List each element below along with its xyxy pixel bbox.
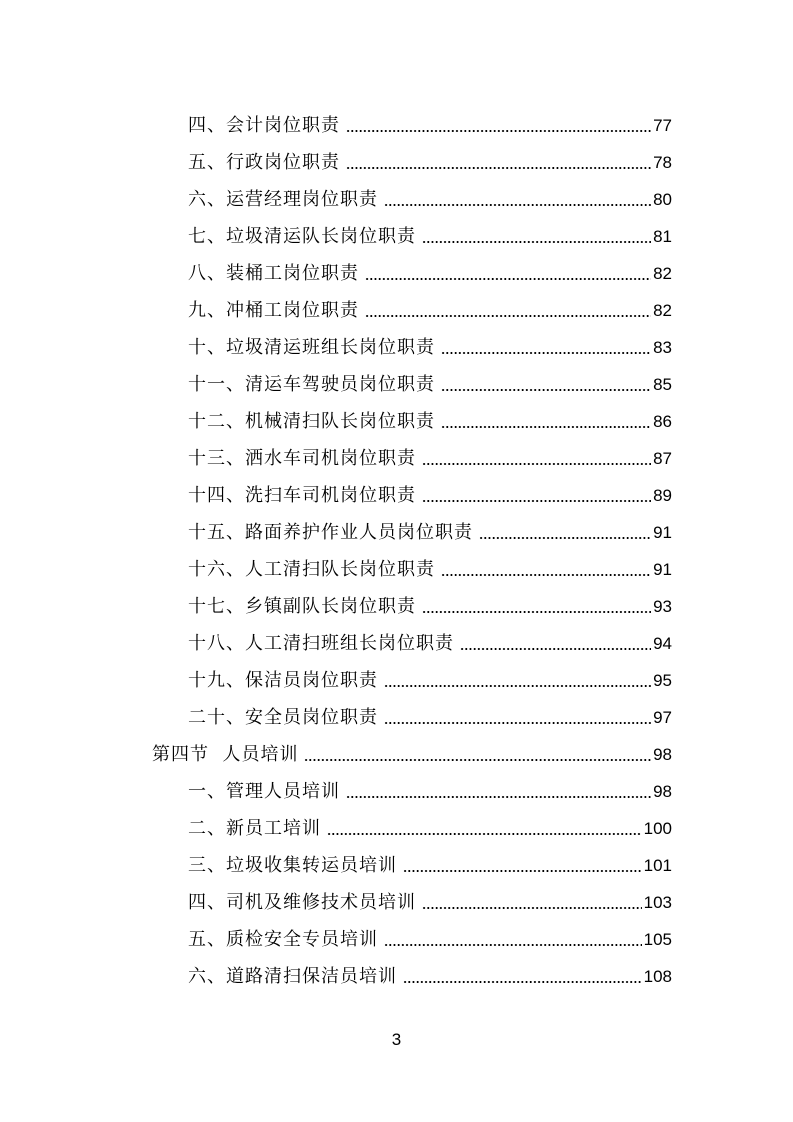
dot-leader (384, 204, 651, 206)
dot-leader (441, 389, 651, 391)
dot-leader (327, 833, 642, 835)
dot-leader (422, 500, 651, 502)
toc-entry-label: 十四、洗扫车司机岗位职责 (188, 485, 416, 506)
toc-entry-label: 十、垃圾清运班组长岗位职责 (188, 337, 435, 358)
toc-entry[interactable] (188, 211, 672, 248)
toc-entry-page: 78 (653, 153, 672, 172)
dot-leader (384, 722, 651, 724)
toc-entry-label: 十三、洒水车司机岗位职责 (188, 448, 416, 469)
dot-leader (384, 944, 642, 946)
toc-entry-label: 七、垃圾清运队长岗位职责 (188, 226, 416, 247)
toc-entry-label: 一、管理人员培训 (188, 781, 340, 802)
dot-leader (403, 981, 642, 983)
toc-entry-page: 98 (653, 745, 672, 764)
toc-entry[interactable] (188, 803, 672, 840)
toc-entry-label: 十一、清运车驾驶员岗位职责 (188, 374, 435, 395)
dot-leader (384, 685, 651, 687)
toc-entry[interactable] (188, 396, 672, 433)
toc-section-label: 第四节 人员培训 (152, 744, 299, 765)
dot-leader (422, 241, 651, 243)
page-number: 3 (391, 1030, 402, 1049)
toc-entry-label: 五、行政岗位职责 (188, 152, 340, 173)
toc-entry-label: 九、冲桶工岗位职责 (188, 300, 359, 321)
dot-leader (460, 648, 651, 650)
toc-entry-page: 77 (653, 116, 672, 135)
toc-entry-page: 93 (653, 597, 672, 616)
toc-entry[interactable] (188, 248, 672, 285)
toc-entry-page: 80 (653, 190, 672, 209)
toc-entry-label: 四、会计岗位职责 (188, 115, 340, 136)
toc-entry-page: 86 (653, 412, 672, 431)
dot-leader (422, 907, 642, 909)
dot-leader (441, 352, 651, 354)
toc-entry-label: 十七、乡镇副队长岗位职责 (188, 596, 416, 617)
toc-entry[interactable] (188, 433, 672, 470)
toc-entry-page: 95 (653, 671, 672, 690)
toc-entry[interactable] (188, 766, 672, 803)
dot-leader (422, 611, 651, 613)
toc-entry-page: 91 (653, 560, 672, 579)
toc-entry-page: 87 (653, 449, 672, 468)
dot-leader (346, 167, 651, 169)
toc-entry-label: 二、新员工培训 (188, 818, 321, 839)
toc-entry-page: 89 (653, 486, 672, 505)
toc-entry[interactable] (188, 618, 672, 655)
dot-leader (304, 759, 651, 761)
toc-entry-page: 98 (653, 782, 672, 801)
toc-entry[interactable] (188, 174, 672, 211)
toc-entry-label: 十五、路面养护作业人员岗位职责 (188, 522, 473, 543)
toc-entry-label: 十八、人工清扫班组长岗位职责 (188, 633, 454, 654)
toc-entry[interactable] (188, 840, 672, 877)
toc-entry[interactable] (188, 581, 672, 618)
toc-entry[interactable] (188, 951, 672, 988)
toc-entry[interactable] (188, 544, 672, 581)
toc-entry-page: 103 (643, 893, 672, 912)
toc-entry-label: 八、装桶工岗位职责 (188, 263, 359, 284)
toc-entry-page: 91 (653, 523, 672, 542)
toc-entry[interactable] (188, 359, 672, 396)
toc-entry-page: 83 (653, 338, 672, 357)
toc-entry[interactable] (188, 877, 672, 914)
dot-leader (346, 130, 651, 132)
dot-leader (422, 463, 651, 465)
toc-entry-label: 六、道路清扫保洁员培训 (188, 966, 397, 987)
toc-entry-page: 81 (653, 227, 672, 246)
toc-entry-label: 五、质检安全专员培训 (188, 929, 378, 950)
toc-section-entry[interactable] (152, 729, 672, 766)
dot-leader (479, 537, 651, 539)
toc-entry-label: 十六、人工清扫队长岗位职责 (188, 559, 435, 580)
toc-entry-label: 二十、安全员岗位职责 (188, 707, 378, 728)
toc-entry[interactable] (188, 100, 672, 137)
toc-entry[interactable] (188, 137, 672, 174)
dot-leader (441, 574, 651, 576)
toc-entry[interactable] (188, 470, 672, 507)
toc-entry[interactable] (188, 507, 672, 544)
toc-entry-page: 108 (643, 967, 672, 986)
toc-entry[interactable] (188, 692, 672, 729)
dot-leader (403, 870, 642, 872)
toc-entry-page: 101 (643, 856, 672, 875)
toc-entry-page: 85 (653, 375, 672, 394)
toc-entry[interactable] (188, 914, 672, 951)
dot-leader (365, 278, 651, 280)
toc-entry-label: 十二、机械清扫队长岗位职责 (188, 411, 435, 432)
toc-entry-page: 100 (643, 819, 672, 838)
dot-leader (441, 426, 651, 428)
toc-entry[interactable] (188, 322, 672, 359)
toc-entry-label: 六、运营经理岗位职责 (188, 189, 378, 210)
toc-entry-page: 82 (653, 301, 672, 320)
toc-entry-label: 十九、保洁员岗位职责 (188, 670, 378, 691)
toc-entry-page: 82 (653, 264, 672, 283)
toc-entry-page: 94 (653, 634, 672, 653)
toc-entry-page: 97 (653, 708, 672, 727)
toc-entry-label: 四、司机及维修技术员培训 (188, 892, 416, 913)
dot-leader (346, 796, 651, 798)
toc-entry[interactable] (188, 285, 672, 322)
toc-entry[interactable] (188, 655, 672, 692)
dot-leader (365, 315, 651, 317)
toc-entry-label: 三、垃圾收集转运员培训 (188, 855, 397, 876)
toc-entry-page: 105 (643, 930, 672, 949)
